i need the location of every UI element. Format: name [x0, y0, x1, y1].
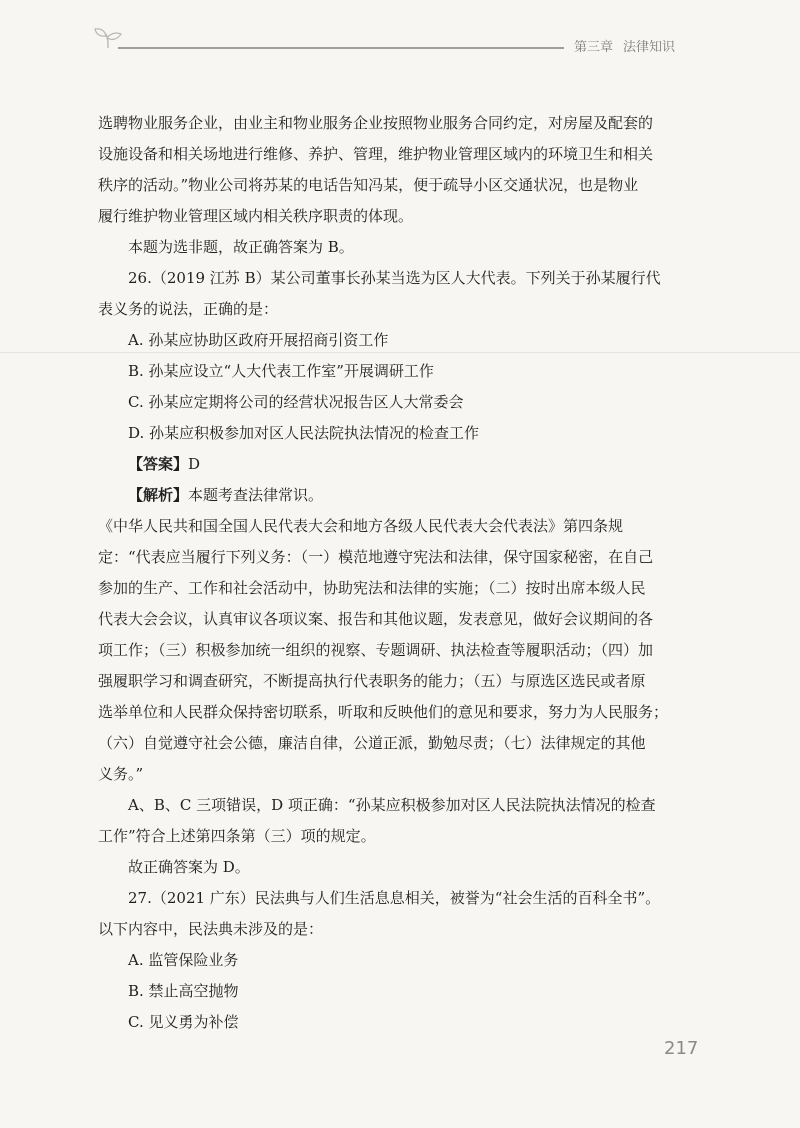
page-body [98, 108, 702, 1038]
question-26-stem-cont: 表义务的说法，正确的是： [98, 300, 279, 318]
text-line: 强履职学习和调查研究，不断提高执行代表职务的能力；（五）与原选区选民或者原 [98, 672, 646, 690]
option-c: C. 见义勇为补偿 [128, 1013, 239, 1031]
text-line: 定：“代表应当履行下列义务：（一）模范地遵守宪法和法律，保守国家秘密，在自己 [98, 548, 654, 566]
text-line: 《中华人民共和国全国人民代表大会和地方各级人民代表大会代表法》第四条规 [98, 517, 624, 535]
answer-value: D [188, 455, 201, 473]
question-26-stem: 26.（2019 江苏 B）某公司董事长孙某当选为区人大代表。下列关于孙某履行代 [128, 269, 661, 287]
text-line: 秩序的活动。”物业公司将苏某的电话告知冯某，便于疏导小区交通状况，也是物业 [98, 176, 639, 194]
text-line: A、B、C 三项错误，D 项正确：“孙某应积极参加对区人民法院执法情况的检查 [128, 796, 656, 814]
option-a: A. 孙某应协助区政府开展招商引资工作 [128, 331, 389, 349]
answer-statement: 故正确答案为 D。 [128, 858, 250, 876]
option-d: D. 孙某应积极参加对区人民法院执法情况的检查工作 [128, 424, 480, 442]
text-line: 义务。” [98, 765, 144, 783]
text-line: 工作”符合上述第四条第（三）项的规定。 [98, 827, 376, 845]
analysis-tag: 【解析】 [128, 486, 189, 504]
text-line: 项工作；（三）积极参加统一组织的视察、专题调研、执法检查等履职活动；（四）加 [98, 641, 654, 659]
header-rule [118, 47, 564, 49]
option-a: A. 监管保险业务 [128, 951, 239, 969]
page-number: 217 [664, 1038, 699, 1059]
section-label: 法律知识 [623, 40, 676, 55]
answer-tag: 【答案】 [128, 455, 189, 473]
analysis-text: 本题考查法律常识。 [188, 486, 324, 504]
text-line: 选举单位和人民群众保持密切联系，听取和反映他们的意见和要求，努力为人民服务； [98, 703, 669, 721]
running-head [574, 36, 675, 55]
chapter-label: 第三章 [574, 40, 614, 55]
question-27-stem-cont: 以下内容中，民法典未涉及的是： [98, 920, 324, 938]
text-line: 参加的生产、工作和社会活动中，协助宪法和法律的实施；（二）按时出席本级人民 [98, 579, 646, 597]
question-27-stem: 27.（2021 广东）民法典与人们生活息息相关，被誉为“社会生活的百科全书”。 [128, 889, 661, 907]
page-header [0, 0, 800, 70]
answer-line [98, 449, 702, 480]
text-line: 代表大会会议，认真审议各项议案、报告和其他议题，发表意见，做好会议期间的各 [98, 610, 654, 628]
analysis-line [98, 480, 702, 511]
text-line: 设施设备和相关场地进行维修、养护、管理，维护物业管理区域内的环境卫生和相关 [98, 145, 654, 163]
answer-statement: 本题为选非题，故正确答案为 B。 [128, 238, 354, 256]
text-line: 选聘物业服务企业，由业主和物业服务企业按照物业服务合同约定，对房屋及配套的 [98, 114, 654, 132]
text-line: 履行维护物业管理区域内相关秩序职责的体现。 [98, 207, 414, 225]
option-b: B. 禁止高空抛物 [128, 982, 239, 1000]
text-line: （六）自觉遵守社会公德，廉洁自律，公道正派，勤勉尽责；（七）法律规定的其他 [98, 734, 646, 752]
sprout-icon [94, 27, 122, 49]
option-c: C. 孙某应定期将公司的经营状况报告区人大常委会 [128, 393, 464, 411]
option-b: B. 孙某应设立“人大代表工作室”开展调研工作 [128, 362, 434, 380]
